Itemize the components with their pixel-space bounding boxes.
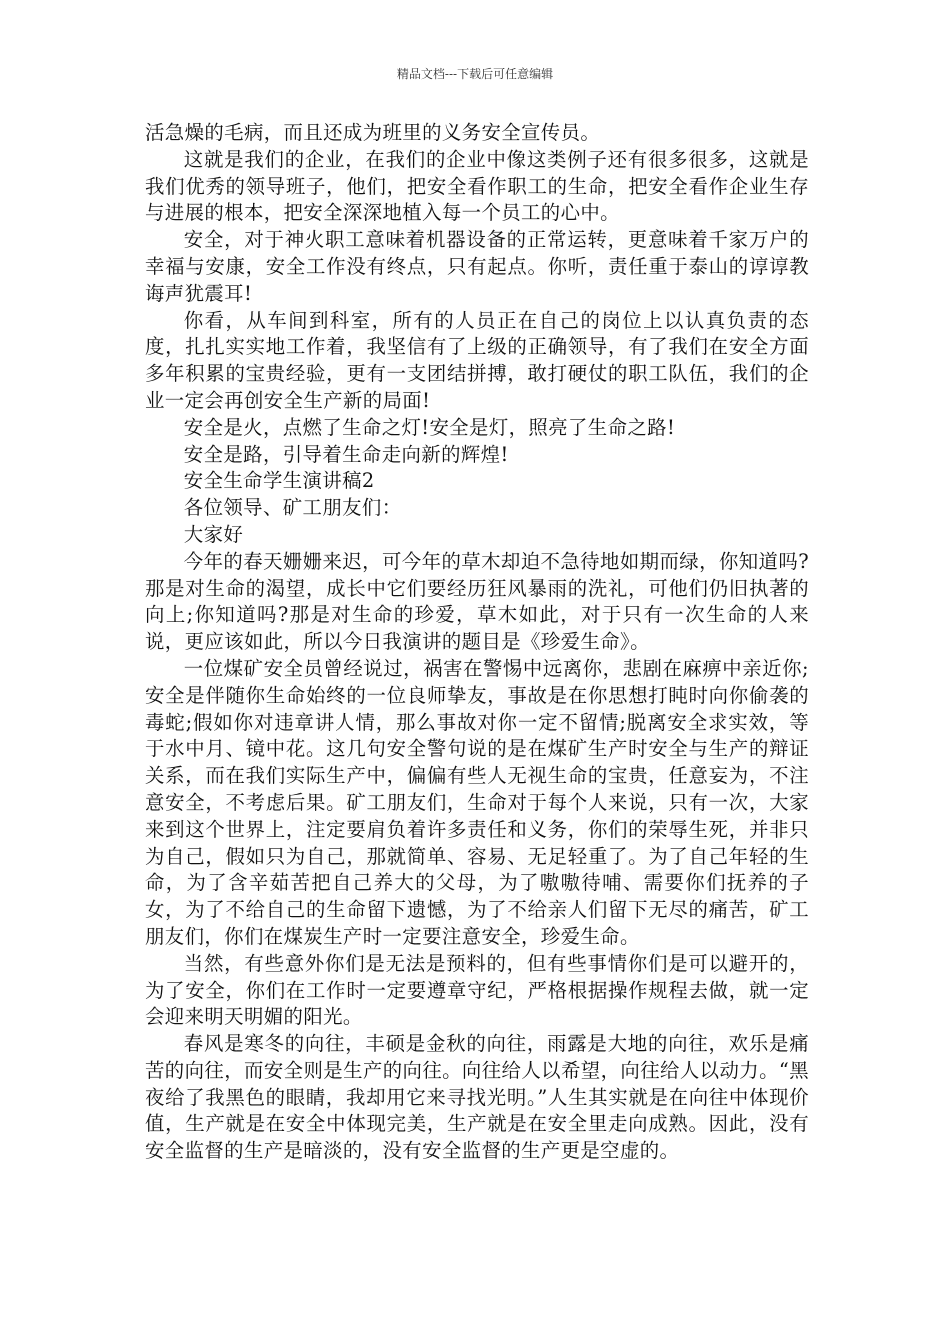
paragraph: 你看，从车间到科室，所有的人员正在自己的岗位上以认真负责的态度，扎扎实实地工作着，我坚信有了上级的正确领导，有了我们在安全方面多年积累的宝贵经验，更有一支团结拼搏，敢打硬仗的职工队伍，我们的企业一定会再创安全生产新的局面! (145, 308, 809, 412)
paragraph: 安全，对于神火职工意味着机器设备的正常运转，更意味着千家万户的幸福与安康，安全工作没有终点，只有起点。你听，责任重于泰山的谆谆教诲声犹震耳! (145, 228, 809, 305)
page-header: 精品文档---下载后可任意编辑 (396, 67, 554, 81)
speech-title: 安全生命学生演讲稿2 (183, 469, 375, 493)
paragraph: 安全是火，点燃了生命之灯!安全是灯，照亮了生命之路! (183, 415, 676, 439)
greeting: 大家好 (183, 522, 244, 546)
salutation: 各位领导、矿工朋友们： (183, 496, 402, 520)
paragraph: 今年的春天姗姗来迟，可今年的草木却迫不急待地如期而绿，你知道吗?那是对生命的渴望，成长中它们要经历狂风暴雨的洗礼，可他们仍旧执著的向上;你知道吗?那是对生命的珍爱，草木如此，对于只有一次生命的人来说，更应该如此，所以今日我演讲的题目是《珍爱生命》。 (145, 549, 809, 654)
paragraph: 活急燥的毛病，而且还成为班里的义务安全宣传员。 (145, 121, 601, 144)
paragraph: 安全是路，引导着生命走向新的辉煌! (183, 442, 509, 466)
paragraph: 一位煤矿安全员曾经说过，祸害在警惕中远离你，悲剧在麻痹中亲近你;安全是伴随你生命始终的一位良师挚友，事故是在你思想打盹时向你偷袭的毒蛇;假如你对违章讲人情，那么事故对你一定不留情;脱离安全求实效，等于水中月、镜中花。这几句安全警句说的是在煤矿生产时安全与生产的辩证关系，而在我们实际生产中，偏偏有些人无视生命的宝贵，任意妄为，不注意安全，不考虑后果。矿工朋友们，生命对于每个人来说，只有一次，大家来到这个世界上，注定要肩负着许多责任和义务，你们的荣辱生死，并非只为自己，假如只为自己，那就简单、容易、无足轻重了。为了自己年轻的生命，为了含辛茹苦把自己养大的父母，为了嗷嗷待哺、需要你们抚养的子女，为了不给自己的生命留下遗憾，为了不给亲人们留下无尽的痛苦，矿工朋友们，你们在煤炭生产时一定要注意安全，珍爱生命。 (145, 656, 809, 948)
document-body (145, 120, 809, 1165)
paragraph: 这就是我们的企业，在我们的企业中像这类例子还有很多很多，这就是我们优秀的领导班子，他们，把安全看作职工的生命，把安全看作企业生存与进展的根本，把安全深深地植入每一个员工的心中。 (145, 147, 809, 225)
paragraph: 当然，有些意外你们是无法是预料的，但有些事情你们是可以避开的，为了安全，你们在工作时一定要遵章守纪，严格根据操作规程去做，就一定会迎来明天明媚的阳光。 (145, 951, 809, 1029)
paragraph: 春风是寒冬的向往，丰硕是金秋的向往，雨露是大地的向往，欢乐是痛苦的向往，而安全则是生产的向往。向往给人以希望，向往给人以动力。“黑夜给了我黑色的眼睛，我却用它来寻找光明。”人生其实就是在向往中体现价值，生产就是在安全中体现完美，生产就是在安全里走向成熟。因此，没有安全监督的生产是暗淡的，没有安全监督的生产更是空虚的。 (145, 1032, 809, 1163)
